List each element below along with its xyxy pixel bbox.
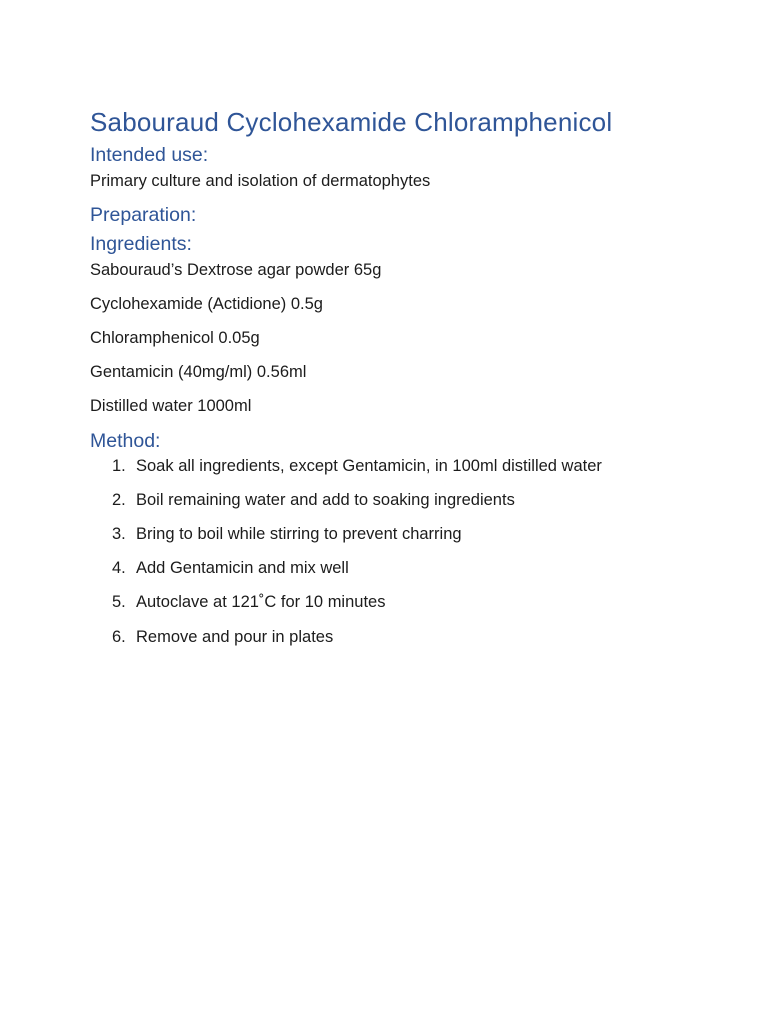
step-text: Add Gentamicin and mix well — [136, 559, 349, 577]
intended-use-text: Primary culture and isolation of dermatophytes — [90, 172, 431, 190]
step-text: Autoclave at 121˚C for 10 minutes — [136, 593, 386, 611]
ingredient-item: Cyclohexamide (Actidione) 0.5g — [90, 295, 323, 313]
step-number: 3. — [112, 525, 126, 543]
step-number: 4. — [112, 559, 126, 577]
step-text: Bring to boil while stirring to prevent charring — [136, 525, 462, 543]
method-heading: Method: — [90, 430, 161, 452]
ingredients-heading: Ingredients: — [90, 233, 192, 255]
step-text: Soak all ingredients, except Gentamicin, in 100ml distilled water — [136, 457, 602, 475]
document-title: Sabouraud Cyclohexamide Chloramphenicol — [90, 107, 613, 137]
step-number: 6. — [112, 628, 126, 646]
step-number: 5. — [112, 593, 126, 611]
step-text: Boil remaining water and add to soaking ingredients — [136, 491, 515, 509]
step-text: Remove and pour in plates — [136, 628, 334, 646]
ingredient-item: Distilled water 1000ml — [90, 397, 252, 415]
ingredient-item: Sabouraud’s Dextrose agar powder 65g — [90, 261, 382, 279]
preparation-heading: Preparation: — [90, 204, 197, 226]
step-number: 1. — [112, 457, 126, 475]
ingredient-item: Chloramphenicol 0.05g — [90, 329, 260, 347]
ingredient-item: Gentamicin (40mg/ml) 0.56ml — [90, 363, 307, 381]
step-number: 2. — [112, 491, 126, 509]
intended-use-heading: Intended use: — [90, 144, 209, 166]
